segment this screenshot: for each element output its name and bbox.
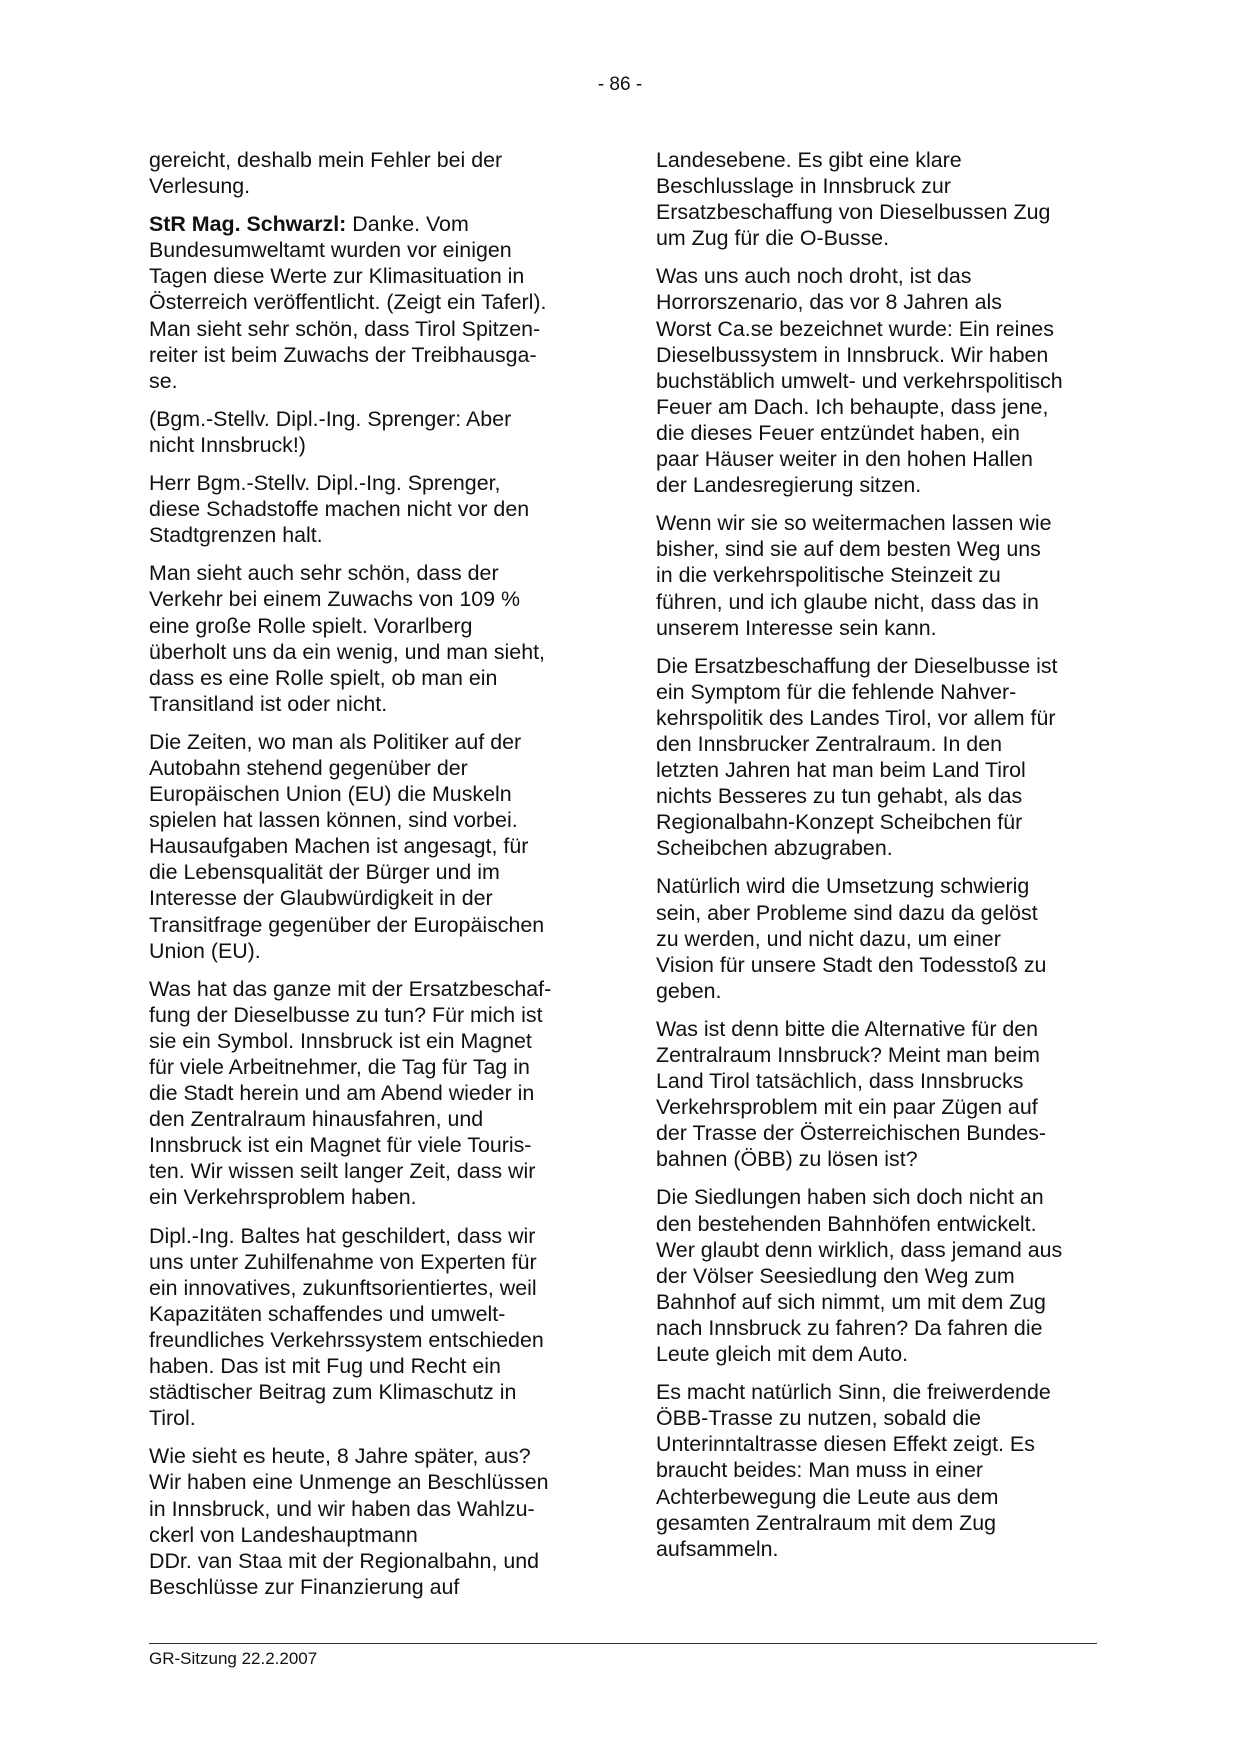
text-line: der Völser Seesiedlung den Weg zum [656,1263,1015,1288]
text-line: Hausaufgaben Machen ist angesagt, für [149,834,529,859]
paragraph [656,510,1104,640]
text-line: Man sieht sehr schön, dass Tirol Spitzen- [149,316,541,341]
text-line: Beschlüsse zur Finanzierung auf [149,1574,460,1599]
paragraph [149,976,597,1211]
text-line: Ersatzbeschaffung von Dieselbussen Zug [656,200,1051,225]
text-line: die dieses Feuer entzündet haben, ein [656,420,1020,445]
paragraph [149,1443,597,1600]
text-line: nicht Innsbruck!) [149,432,306,457]
text-line: Feuer am Dach. Ich behaupte, dass jene, [656,394,1049,419]
text-line: Bundesumweltamt wurden vor einigen [149,238,512,263]
paragraph [149,1223,597,1432]
text-line: paar Häuser weiter in den hohen Hallen [656,447,1033,472]
text-line: Interesse der Glaubwürdigkeit in der [149,886,493,911]
text-line: Man sieht auch sehr schön, dass der [149,561,499,586]
text-line: die Stadt herein und am Abend wieder in [149,1081,535,1106]
text-line: Worst Ca.se bezeichnet wurde: Ein reines [656,316,1054,341]
text-line: kehrspolitik des Landes Tirol, vor allem für [656,705,1056,730]
text-line: gesamten Zentralraum mit dem Zug [656,1510,997,1535]
text-line: uns unter Zuhilfenahme von Experten für [149,1249,537,1274]
text-line: diese Schadstoffe machen nicht vor den [149,497,530,522]
text-line: Landesebene. Es gibt eine klare [656,148,962,172]
text-line: Dipl.-Ing. Baltes hat geschildert, dass wir [149,1223,536,1248]
paragraph [149,147,597,199]
text-line: ckerl von Landeshauptmann [149,1522,418,1547]
text-line: den Zentralraum hinausfahren, und [149,1107,484,1132]
text-line: zu werden, und nicht dazu, um einer [656,926,1001,951]
text-line: Verkehrsproblem mit ein paar Zügen auf [656,1095,1038,1120]
text-line: Herr Bgm.-Stellv. Dipl.-Ing. Sprenger, [149,471,501,496]
text-line: Tagen diese Werte zur Klimasituation in [149,264,525,289]
paragraph [149,560,597,717]
left-column [149,147,597,1612]
text-line: Die Siedlungen haben sich doch nicht an [656,1185,1044,1210]
text-line: Autobahn stehend gegenüber der [149,755,468,780]
page-number: - 86 - [597,74,643,95]
text-line: spielen hat lassen können, sind vorbei. [149,808,518,833]
text-line: Was ist denn bitte die Alternative für den [656,1016,1039,1041]
text-line: Wir haben eine Unmenge an Beschlüssen [149,1470,549,1495]
text-line: unserem Interesse sein kann. [656,615,937,640]
text-line: Kapazitäten schaffendes und umwelt- [149,1301,506,1326]
text-line: Wenn wir sie so weitermachen lassen wie [656,511,1052,536]
paragraph [149,406,597,458]
text-line: Transitland ist oder nicht. [149,691,388,716]
text-line: sie ein Symbol. Innsbruck ist ein Magnet [149,1028,532,1053]
text-line: die Lebensqualität der Bürger und im [149,860,500,885]
speaker-name: StR Mag. Schwarzl: [149,212,347,237]
text-line: in die verkehrspolitische Steinzeit zu [656,563,1001,588]
text-line: den Innsbrucker Zentralraum. In den [656,731,1002,756]
text-line: sein, aber Probleme sind dazu da gelöst [656,900,1038,925]
text-line: eine große Rolle spielt. Vorarlberg [149,613,473,638]
text-line: Union (EU). [149,938,261,963]
text-line: ÖBB-Trasse zu nutzen, sobald die [656,1406,981,1431]
text-line: nichts Besseres zu tun gehabt, als das [656,784,1023,809]
text-line: führen, und ich glaube nicht, dass das in [656,589,1039,614]
text-line: ein innovatives, zukunftsorientiertes, weil [149,1275,537,1300]
speaker-text: Danke. Vom [346,212,469,237]
text-line: Unterinntaltrasse diesen Effekt zeigt. Es [656,1432,1035,1457]
footer-session-label: GR-Sitzung 22.2.2007 [149,1649,318,1668]
paragraph [656,1379,1104,1562]
text-line: Beschlusslage in Innsbruck zur [656,174,951,199]
text-line: buchstäblich umwelt- und verkehrspolitisch [656,368,1063,393]
text-line: geben. [656,978,722,1003]
text-line: nach Innsbruck zu fahren? Da fahren die [656,1315,1043,1340]
text-line: für viele Arbeitnehmer, die Tag für Tag in [149,1055,530,1079]
text-line: se. [149,368,178,393]
text-line: Verlesung. [149,174,251,199]
text-line: Vision für unsere Stadt den Todesstoß zu [656,952,1047,977]
text-line: Verkehr bei einem Zuwachs von 109 % [149,587,520,612]
text-line: reiter ist beim Zuwachs der Treibhausga- [149,342,537,367]
text-line: Die Ersatzbeschaffung der Dieselbusse ist [656,653,1058,678]
paragraph [656,1184,1104,1367]
text-line: Wie sieht es heute, 8 Jahre später, aus? [149,1444,531,1469]
text-line: Land Tirol tatsächlich, dass Innsbrucks [656,1069,1024,1094]
paragraph [149,729,597,964]
paragraph [656,263,1104,498]
text-line: Wer glaubt denn wirklich, dass jemand aus [656,1237,1063,1262]
text-line: ein Verkehrsproblem haben. [149,1185,417,1210]
text-line: Was uns auch noch droht, ist das [656,264,972,289]
paragraph [656,653,1104,862]
text-line: Die Zeiten, wo man als Politiker auf der [149,729,522,754]
text-line: letzten Jahren hat man beim Land Tirol [656,758,1026,783]
text-line: der Landesregierung sitzen. [656,473,922,498]
paragraph [656,873,1104,1003]
right-column [656,147,1104,1574]
text-line: Leute gleich mit dem Auto. [656,1342,909,1367]
text-line: gereicht, deshalb mein Fehler bei der [149,148,503,172]
text-line: ein Symptom für die fehlende Nahver- [656,679,1017,704]
text-line: aufsammeln. [656,1536,779,1561]
paragraph [149,211,597,394]
text-line: braucht beides: Man muss in einer [656,1458,983,1483]
text-line: fung der Dieselbusse zu tun? Für mich ist [149,1002,543,1027]
text-line: haben. Das ist mit Fug und Recht ein [149,1354,501,1379]
text-line: Es macht natürlich Sinn, die freiwerdende [656,1380,1051,1405]
text-line: Dieselbussystem in Innsbruck. Wir haben [656,342,1049,367]
text-line: freundliches Verkehrssystem entschieden [149,1327,544,1352]
text-line: überholt uns da ein wenig, und man sieht, [149,639,545,664]
text-line: um Zug für die O-Busse. [656,226,890,251]
text-line: Zentralraum Innsbruck? Meint man beim [656,1043,1040,1067]
text-line: Österreich veröffentlicht. (Zeigt ein Taferl). [149,290,547,315]
text-line: bahnen (ÖBB) zu lösen ist? [656,1147,918,1172]
text-line: Scheibchen abzugraben. [656,836,893,861]
text-line: bisher, sind sie auf dem besten Weg uns [656,537,1041,562]
text-line: Stadtgrenzen halt. [149,523,323,548]
text-line: Europäischen Union (EU) die Muskeln [149,782,512,807]
text-line: der Trasse der Österreichischen Bundes- [656,1121,1046,1146]
text-line: Tirol. [149,1406,196,1431]
text-line: Achterbewegung die Leute aus dem [656,1484,999,1509]
text-line: ten. Wir wissen seilt langer Zeit, dass wir [149,1159,536,1184]
text-line: Transitfrage gegenüber der Europäischen [149,912,545,937]
paragraph [656,147,1104,251]
text-line: Bahnhof auf sich nimmt, um mit dem Zug [656,1289,1046,1314]
footer-divider [149,1643,1097,1644]
text-line: Natürlich wird die Umsetzung schwierig [656,874,1030,899]
paragraph [149,470,597,548]
text-line: den bestehenden Bahnhöfen entwickelt. [656,1211,1037,1236]
text-line: dass es eine Rolle spielt, ob man ein [149,665,498,690]
text-line: DDr. van Staa mit der Regionalbahn, und [149,1548,540,1573]
text-line: in Innsbruck, und wir haben das Wahlzu- [149,1496,535,1521]
text-line: (Bgm.-Stellv. Dipl.-Ing. Sprenger: Aber [149,406,512,431]
text-line: Was hat das ganze mit der Ersatzbeschaf- [149,976,552,1001]
paragraph [656,1016,1104,1173]
text-line: Innsbruck ist ein Magnet für viele Touris- [149,1133,532,1158]
text-line: Horrorszenario, das vor 8 Jahren als [656,290,1002,315]
text-line: städtischer Beitrag zum Klimaschutz in [149,1380,517,1405]
text-line: Regionalbahn-Konzept Scheibchen für [656,810,1023,835]
text-line [149,211,597,237]
